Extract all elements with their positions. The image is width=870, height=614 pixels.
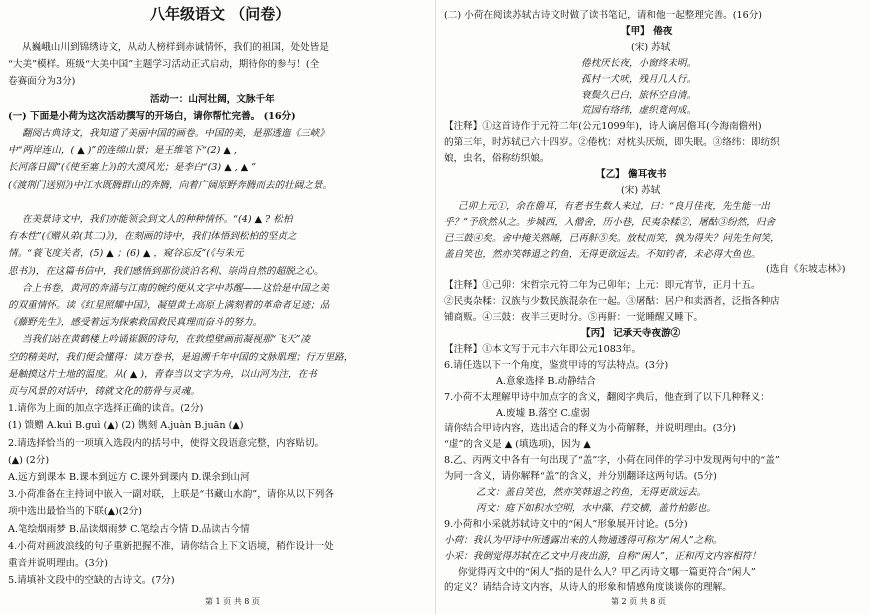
- text-line: 4.小荷对画波浪线的句子重新把握不准，请你结合上下文语境，稍作设计一处: [8, 540, 334, 552]
- page-footer-right: 第 2 页 共 8 页: [611, 597, 666, 606]
- text-line: 【甲】 倦夜: [621, 25, 673, 37]
- text-line: 已三鼓④矣。舍中掩关熟睡，已再鼾⑤矣。放杖而笑，孰为得失？问先生何笑，: [444, 232, 780, 244]
- text-line: “虚”的含义是 ▲ (填选项)，因为 ▲: [444, 439, 591, 451]
- text-line: 的第三年，时苏轼已六十四岁。②倦枕：对枕头厌烦，即失眠。③络纬：即纺织: [444, 137, 780, 149]
- text-line: 6.请任选以下一个角度，鉴赏甲诗的写法特点。(3分): [444, 359, 669, 371]
- text-line: 中“两岸连山，( ▲ )”的连绵山景；是王维笔下“(2) ▲ ,: [8, 145, 237, 157]
- text-line: 卷赛面分为3分): [8, 76, 76, 88]
- text-line: (《渡荆门送别》)中江水既腾群山的奔腾，向着广阔原野奔腾而去的壮阔之景。: [8, 179, 333, 191]
- text-line: 9.小荷和小采就苏轼诗文中的“闲人”形象展开讨论。(5分): [444, 518, 688, 530]
- text-line: 长河落日圆”(《使至塞上》)的大漠风光；是李白“(3) ▲ , ▲ ”: [8, 162, 257, 174]
- page-footer-left: 第 1 页 共 8 页: [205, 597, 260, 606]
- text-line: 【注释】①这首诗作于元符二年(公元1099年)，诗人谪居儋耳(今海南儋州): [444, 121, 762, 133]
- text-line: 倦枕厌长夜，小窗终未明。: [581, 57, 697, 69]
- text-line: 项中选出最恰当的下联(▲)(2分): [8, 506, 142, 518]
- text-line: 孤村一犬吠，残月几人行。: [581, 73, 697, 85]
- right-exam-page: [435, 0, 870, 614]
- text-line: (宋) 苏轼: [631, 41, 671, 53]
- text-line: 【注释】①本文写于元丰六年即公元1083年。: [444, 343, 642, 355]
- text-line: 活动一：山河壮阔，文脉千年: [150, 93, 275, 105]
- text-line: 丙文：庭下如积水空明，水中藻、荇交横，盖竹柏影也。: [476, 502, 716, 514]
- text-line: 是触摸这片土地的温度。从( ▲ )，青春当以文字为舟，以山河为注，在书: [8, 368, 317, 380]
- text-line: 情。“蓑飞度关者，(5) ▲ ；(6) ▲ ，窥谷忘反”(《与朱元: [8, 248, 244, 260]
- text-line: (1) 馈赠 A.kuì B.guì (▲) (2) 镌刻 A.juàn B.juān (▲): [8, 420, 244, 432]
- text-line: 8.乙、丙两文中各有一句出现了“盖”字，小荷在同伴的学习中发现两句中的“盖”: [444, 455, 780, 467]
- text-line: 3.小荷准备在主持词中嵌入一副对联，上联是“书藏山水韵”，请你从以下列各: [8, 489, 334, 501]
- text-line: (一) 下面是小荷为这次活动撰写的开场白，请你帮忙完善。 (16分): [8, 110, 296, 122]
- text-line: “大美”模样。班级“大美中国”主题学习活动正式启动，期待你的参与！(全: [8, 59, 320, 71]
- text-line: (二) 小荷在阅读苏轼古诗文时做了读书笔记，请和他一起整理完善。(16分): [444, 10, 763, 21]
- text-line: 5.请填补文段中的空缺的古诗文。(7分): [8, 575, 175, 587]
- text-line: 当我们站在黄鹤楼上吟诵崔颢的诗句，在敦煌壁画前凝视那“飞天”凌: [22, 334, 311, 346]
- text-line: 乎？”予欣然从之。步城西，入僧舍，历小巷，民夷杂糅②，屠酤③纷然，归舍: [444, 216, 776, 228]
- text-line: (▲) (2分): [8, 454, 50, 466]
- text-line: 铺商贩。④三鼓：夜半三更时分。⑤再鼾：一觉睡醒又睡下。: [444, 312, 704, 324]
- text-line: A.意象选择 B.动静结合: [496, 375, 596, 387]
- text-line: A.远方到课本 B.课本到远方 C.课外到课内 D.课余到山河: [8, 472, 250, 483]
- text-line: 有本性”(《赠从弟(其二)》)，在刻画的诗中，我们体悟到松柏的坚贞之: [8, 231, 297, 243]
- text-line: 在美景诗文中，我们亦能领会到文人的种种情怀。“(4) ▲ ? 松柏: [22, 214, 293, 225]
- text-line: 盖自笑也，然亦笑韩退之钓鱼，无得更欲远去。不知钓者，未必得大鱼也。: [444, 248, 761, 260]
- text-line: 【丙】 记承天寺夜游②: [581, 328, 681, 339]
- text-line: 的定义？请结合诗文内容，从诗人的形象和情感角度谈谈你的理解。: [444, 582, 732, 594]
- text-line: 荒园有络纬，虚织竟何成。: [581, 105, 697, 117]
- text-line: 的双重情怀。读《红星照耀中国》，凝望黄土高原上满刻着的革命者足迹；品: [8, 300, 330, 311]
- text-line: 从巍峨山川到锦绣诗文，从动人榜样到赤诚情怀，我们的祖国，处处皆是: [22, 42, 329, 53]
- text-line: 合上书卷，黄河的奔涌与江南的婉约便从文字中苏醒——这恰是中国之美: [22, 282, 329, 294]
- text-line: 【注释】①己卯：宋哲宗元符二年为己卯年；上元：即元宵节，正月十五。: [444, 280, 761, 292]
- text-line: 空的精美时，我们便会懂得：读万卷书，是追溯千年中国的文脉肌理；行万里路，: [8, 351, 354, 363]
- text-line: A.废墟 B.落空 C.虚弱: [496, 407, 590, 419]
- text-line: 翻阅古典诗文，我知道了美丽中国的画卷。中国的美，是那透迤《三峡》: [22, 128, 329, 139]
- text-line: 小采：我倒觉得苏轼在乙文中月夜出游，自称“闲人”，正和丙文内容相符！: [444, 550, 761, 562]
- text-line: 重音并说明理由。(3分): [8, 558, 108, 569]
- text-line: 《藤野先生》，感受着远为探索救国救民真理而奋斗的努力。: [8, 317, 263, 329]
- text-line: 为同一含义，请你解释“盖”的含义，并分别翻译这两句话。(5分): [444, 471, 717, 483]
- text-line: 7.小荷不太理解甲诗中加点字的含义，翻阅字典后，他查到了以下几种释义：: [444, 391, 770, 403]
- text-line: 思书》)，在这篇书信中，我们感悟到那份淡泊名利、崇尚自然的超脱之心。: [8, 265, 324, 277]
- text-line: 1.请你为上面的加点字选择正确的读音。(2分): [8, 403, 204, 415]
- text-line: 【乙】 儋耳夜书: [596, 169, 667, 180]
- text-line: 己卯上元①，余在儋耳，有老书生数人来过，曰：“良月佳夜，先生能一出: [458, 200, 770, 212]
- text-line: (选自《东坡志林》): [766, 264, 846, 276]
- text-line: ②民夷杂糅：汉族与少数民族混杂在一起。③屠酤：居户和卖酒者，泛指各种店: [444, 296, 780, 308]
- text-line: 娘，虫名，俗称纺织娘。: [444, 153, 550, 165]
- text-line: 请你结合甲诗内容，选出适合的释义为小荷解释，并说明理由。(3分): [444, 423, 736, 435]
- text-line: 衰鬓久已白，旅怀空自清。: [581, 89, 697, 101]
- text-line: 乙文：盖自笑也，然亦笑韩退之钓鱼，无得更欲远去。: [476, 487, 707, 498]
- text-line: 页与风景的对话中，铸就文化的筋骨与灵魂。: [8, 386, 200, 397]
- text-line: A.笔绘烟雨梦 B.品读烟雨梦 C.笔绘古今情 D.品读古今情: [8, 523, 250, 535]
- text-line: 你觉得丙文中的“闲人”指的是什么人？甲乙丙诗文哪一篇更符合“闲人”: [458, 566, 756, 578]
- text-line: 小荷：我认为甲诗中所透露出来的人物通透得可称为“闲人”之称。: [444, 534, 723, 546]
- text-line: 2.请选择恰当的一项填入选段内的括号中，使得文段语意完整，内容贴切。: [8, 437, 325, 449]
- text-line: (宋) 苏轼: [621, 184, 661, 196]
- exam-title: 八年级语文 （问卷）: [150, 5, 291, 23]
